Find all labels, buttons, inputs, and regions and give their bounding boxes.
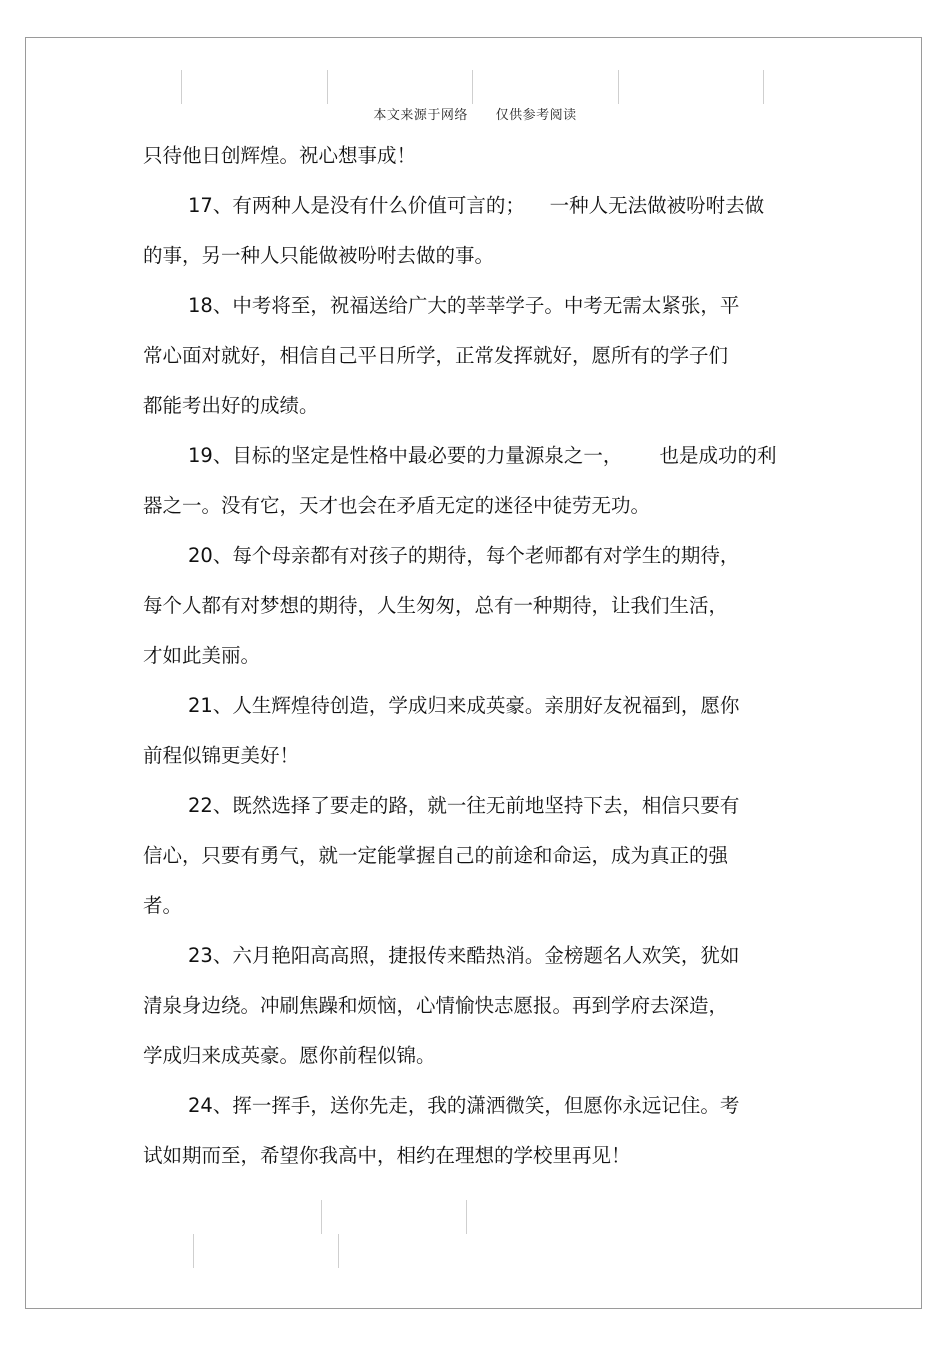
header-note-reference: 仅供参考阅读 <box>495 108 577 123</box>
top-divider-mark <box>472 70 473 104</box>
paragraph-line: 试如期而至，希望你我高中，相约在理想的学校里再见！ <box>143 1144 631 1167</box>
document-body <box>143 131 803 1181</box>
bottom-divider-mark <box>338 1234 339 1268</box>
bottom-divider-mark <box>466 1200 467 1234</box>
paragraph-line: 前程似锦更美好！ <box>143 744 300 767</box>
paragraph-line: 每个人都有对梦想的期待，人生匆匆，总有一种期待，让我们生活， <box>143 594 729 617</box>
paragraph-line: 23、六月艳阳高高照，捷报传来酷热消。金榜题名人欢笑，犹如 <box>188 944 740 967</box>
paragraph-line: 20、每个母亲都有对孩子的期待，每个老师都有对学生的期待， <box>188 544 740 567</box>
paragraph-line: 清泉身边绕。冲刷焦躁和烦恼，心情愉快志愿报。再到学府去深造， <box>143 994 729 1017</box>
paragraph-line: 常心面对就好，相信自己平日所学，正常发挥就好，愿所有的学子们 <box>143 344 729 367</box>
paragraph-line: 信心，只要有勇气，就一定能掌握自己的前途和命运，成为真正的强 <box>143 844 729 867</box>
top-divider-mark <box>181 70 182 104</box>
top-divider-mark <box>618 70 619 104</box>
paragraph-line: 者。 <box>143 894 183 917</box>
paragraph-line: 19、目标的坚定是性格中最必要的力量源泉之一， 也是成功的利 <box>188 444 777 467</box>
paragraph-line: 学成归来成英豪。愿你前程似锦。 <box>143 1044 436 1067</box>
paragraph-line: 18、中考将至，祝福送给广大的莘莘学子。中考无需太紧张，平 <box>188 294 740 317</box>
bottom-divider-mark <box>321 1200 322 1234</box>
header-note-source: 本文来源于网络 <box>373 108 468 123</box>
paragraph-line: 21、人生辉煌待创造，学成归来成英豪。亲朋好友祝福到，愿你 <box>188 694 740 717</box>
header-note <box>0 104 950 123</box>
top-divider-mark <box>763 70 764 104</box>
paragraph-line: 才如此美丽。 <box>143 644 261 667</box>
paragraph-line: 都能考出好的成绩。 <box>143 394 319 417</box>
paragraph-line: 22、既然选择了要走的路，就一往无前地坚持下去，相信只要有 <box>188 794 740 817</box>
top-divider-mark <box>327 70 328 104</box>
bottom-divider-mark <box>193 1234 194 1268</box>
paragraph-line: 的事，另一种人只能做被吩咐去做的事。 <box>143 244 495 267</box>
paragraph-line: 24、挥一挥手，送你先走，我的潇洒微笑，但愿你永远记住。考 <box>188 1094 740 1117</box>
paragraph-line: 只待他日创辉煌。祝心想事成！ <box>143 144 417 167</box>
paragraph-line: 器之一。没有它，天才也会在矛盾无定的迷径中徒劳无功。 <box>143 494 651 517</box>
paragraph-line: 17、有两种人是没有什么价值可言的； 一种人无法做被吩咐去做 <box>188 194 765 217</box>
